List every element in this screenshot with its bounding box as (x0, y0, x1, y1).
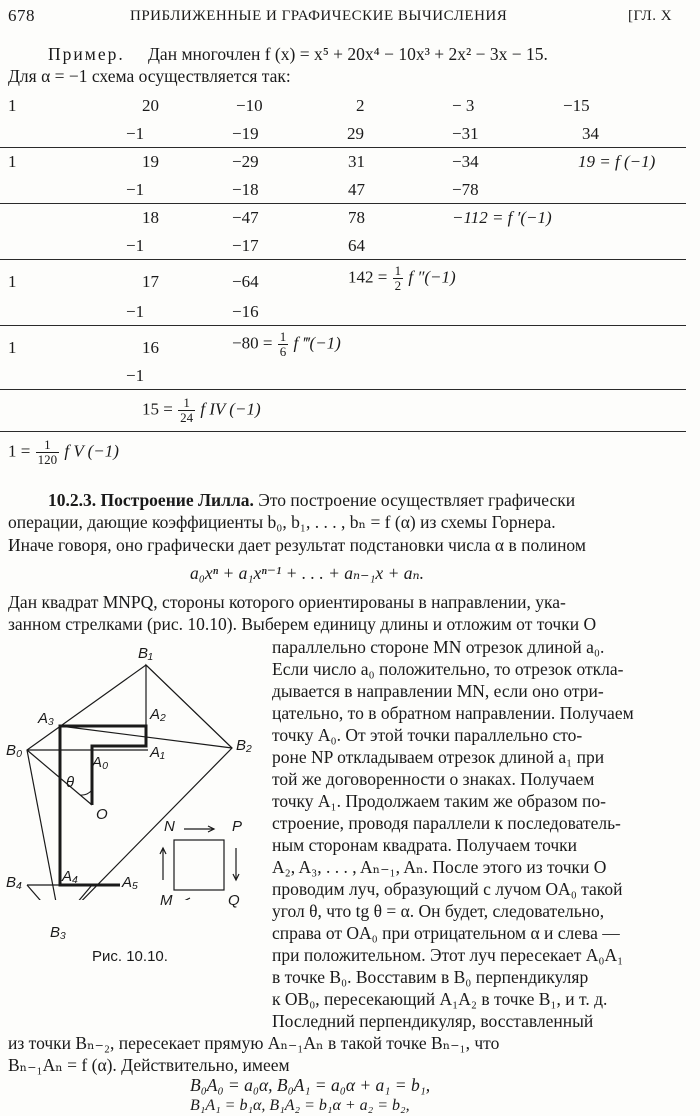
horner-cell: 19 (142, 152, 159, 171)
section-heading (48, 490, 575, 511)
horner-cell: −16 (232, 302, 259, 321)
wrap-line: цательно, то в обратном направлении. Получаем (272, 703, 634, 723)
horner-cell: −34 (452, 152, 479, 171)
polynomial-formula: a₀xⁿ + a₁xⁿ⁻¹ + . . . + aₙ₋₁x + aₙ. (190, 563, 424, 583)
wrap-line: точку A₁. Продолжаем таким же образом по- (272, 791, 606, 811)
horner-cell: 20 (142, 96, 159, 115)
segment-b3-a4 (60, 885, 92, 900)
horner-cell: 1 (8, 96, 17, 115)
label-a0: A₀ (92, 754, 109, 771)
label-q: Q (228, 892, 240, 909)
wrap-line: строение, проводя параллели к последователь- (272, 813, 621, 833)
wrap-line: Если число a₀ положительно, то отрезок откла- (272, 659, 624, 679)
label-m: M (160, 892, 173, 909)
label-a1: A₁ (150, 744, 165, 761)
horner-derivative-5: 1 = $\frac{1}{120}$ f V (−1) (8, 437, 119, 467)
table-rule (0, 325, 686, 326)
example-line2: Для α = −1 схема осуществляется так: (8, 66, 291, 86)
horner-cell: 64 (348, 236, 365, 255)
section-p2-line1: Дан квадрат MNPQ, стороны которого ориентированы в направлении, ука- (8, 592, 566, 612)
section-title: Построение Лилла. (100, 490, 254, 510)
wrap-line: дывается в направлении MN, если оно отри- (272, 681, 604, 701)
section-p3-line1: из точки Bₙ₋₂, пересекает прямую Aₙ₋₁Aₙ в такой точке Bₙ₋₁, что (8, 1033, 500, 1053)
table-rule (0, 389, 686, 390)
page-number: 678 (8, 6, 35, 25)
arrow-head-qm (184, 898, 190, 900)
label-a4: A₄ (62, 868, 79, 885)
horner-cell: −19 (232, 124, 259, 143)
lill-construction-figure (0, 640, 270, 900)
wrap-line: роне NP откладываем отрезок длиной a₁ при (272, 747, 605, 767)
horner-cell: −112 = f ′(−1) (452, 208, 552, 227)
horner-cell: −1 (126, 366, 145, 385)
horner-cell: −64 (232, 272, 259, 291)
horner-cell: −47 (232, 208, 259, 227)
horner-derivative-4: 15 = $\frac{1}{24}$ f IV (−1) (142, 395, 261, 425)
orientation-square (174, 840, 224, 890)
horner-cell: 29 (347, 124, 364, 143)
section-p2-line2: занном стрелками (рис. 10.10). Выберем единицу длины и отложим от точки O (8, 614, 597, 634)
horner-cell: 78 (348, 208, 365, 227)
horner-cell: −1 (126, 236, 145, 255)
horner-cell: −78 (452, 180, 479, 199)
label-a5: A₅ (122, 874, 139, 891)
label-b1: B₁ (138, 645, 153, 662)
section-number: 10.2.3. (48, 490, 97, 510)
example-lead: Пример. (48, 44, 125, 64)
section-p1-line3: Иначе говоря, оно графически дает результат подстановки числа α в полином (8, 535, 586, 555)
chapter-label: [ГЛ. X (628, 8, 673, 24)
figure-caption: Рис. 10.10. (92, 948, 168, 965)
horner-cell: 16 (142, 338, 159, 357)
label-b3: B₃ (50, 924, 66, 941)
horner-cell: 47 (348, 180, 365, 199)
horner-cell: 2 (356, 96, 365, 115)
horner-cell: −29 (232, 152, 259, 171)
horner-cell: −17 (232, 236, 259, 255)
horner-cell: 31 (348, 152, 365, 171)
example-line1: Дан многочлен f (x) = x⁵ + 20x⁴ − 10x³ + 2x² − 3x − 15. (148, 44, 548, 64)
running-title: ПРИБЛИЖЕННЫЕ И ГРАФИЧЕСКИЕ ВЫЧИСЛЕНИЯ (130, 8, 508, 24)
label-b0: B₀ (6, 742, 23, 759)
table-rule (0, 203, 686, 204)
horner-derivative-2: 142 = $\frac{1}{2}$ f ″(−1) (348, 263, 456, 293)
wrap-line: точку A₀. От этой точки параллельно сто- (272, 725, 583, 745)
equation-1: B₀A₀ = a₀α, B₀A₁ = a₀α + a₁ = b₁, (190, 1075, 431, 1095)
horner-cell: −10 (236, 96, 263, 115)
table-rule (0, 147, 686, 148)
wrap-line: Последний перпендикуляр, восставленный (272, 1011, 594, 1031)
horner-cell: 18 (142, 208, 159, 227)
wrap-line: A₂, A₃, . . . , Aₙ₋₁, Aₙ. После этого из точки O (272, 857, 607, 877)
label-a3: A₃ (38, 710, 54, 727)
theta-arc (80, 790, 92, 795)
horner-cell: −1 (126, 302, 145, 321)
wrap-line: параллельно стороне MN отрезок длиной a₀. (272, 637, 605, 657)
horner-cell: −15 (563, 96, 590, 115)
horner-cell: 1 (8, 338, 17, 357)
wrap-line: в точке B₀. Восставим в B₀ перпендикуляр (272, 967, 589, 987)
horner-cell: 19 = f (−1) (578, 152, 656, 171)
horner-cell: − 3 (452, 96, 475, 115)
wrap-line: проводим луч, образующий с лучом OA₀ такой (272, 879, 623, 899)
horner-cell: 1 (8, 272, 17, 291)
horner-cell: 1 (8, 152, 17, 171)
outer-square (27, 665, 232, 900)
label-o: O (96, 806, 108, 823)
wrap-line: справа от OA₀ при отрицательном α и слева — (272, 923, 620, 943)
horner-cell: −18 (232, 180, 259, 199)
horner-cell: −1 (126, 124, 145, 143)
wrap-line: угол θ, что tg θ = α. Он будет, следовательно, (272, 901, 605, 921)
label-p: P (232, 818, 243, 835)
wrap-line: ным сторонам квадрата. Получаем точки (272, 835, 578, 855)
wrap-line: при положительном. Этот луч пересекает A₀A₁ (272, 945, 624, 965)
wrap-line: той же договоренности о знаках. Получаем (272, 769, 595, 789)
wrap-line: к OB₀, пересекающий A₁A₂ в точке B₁, и т. д. (272, 989, 608, 1009)
section-p1-line2: операции, дающие коэффициенты b₀, b₁, . . . , bₙ = f (α) из схемы Горнера. (8, 512, 556, 532)
horner-cell: −31 (452, 124, 479, 143)
label-theta: θ (66, 774, 75, 791)
section-p1-line1: Это построение осуществляет графически (258, 490, 576, 510)
label-n: N (164, 818, 175, 835)
section-p3-line2: Bₙ₋₁Aₙ = f (α). Действительно, имеем (8, 1055, 290, 1075)
table-rule (0, 431, 686, 432)
label-a2: A₂ (150, 706, 166, 723)
horner-cell: 17 (142, 272, 159, 291)
equation-2: B₁A₁ = b₁α, B₁A₂ = b₁α + a₂ = b₂, (190, 1097, 410, 1114)
label-b4: B₄ (6, 874, 23, 891)
table-rule (0, 259, 686, 260)
horner-derivative-3: −80 = $\frac{1}{6}$ f ‴(−1) (232, 329, 341, 359)
label-b2: B₂ (236, 737, 252, 754)
horner-cell: 34 (582, 124, 599, 143)
horner-cell: −1 (126, 180, 145, 199)
